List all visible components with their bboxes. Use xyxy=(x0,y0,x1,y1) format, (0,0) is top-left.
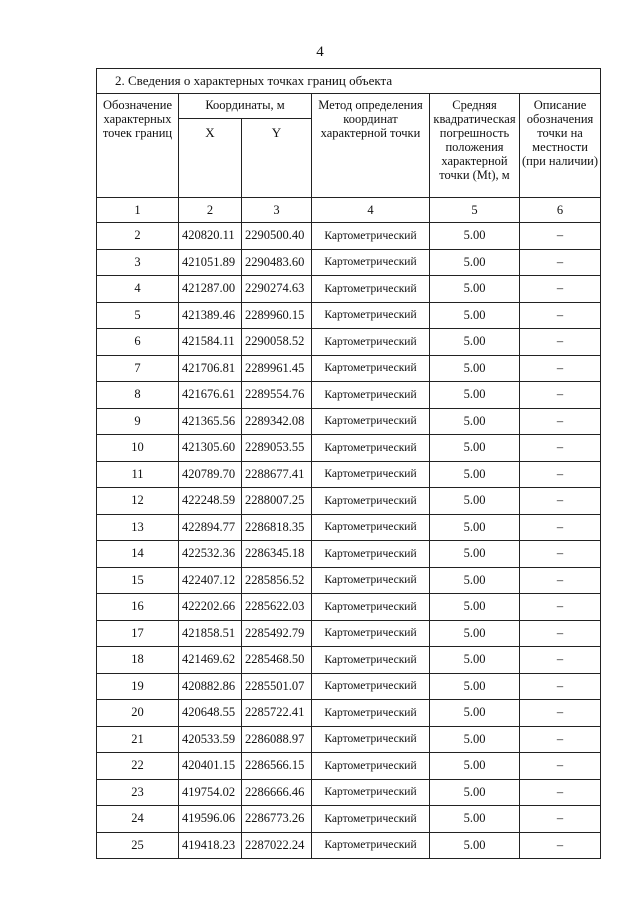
table-row xyxy=(97,408,601,435)
accuracy-cell: 5.00 xyxy=(430,488,520,515)
description-cell: – xyxy=(520,832,601,859)
description-cell: – xyxy=(520,408,601,435)
description-cell: – xyxy=(520,461,601,488)
point-cell: 8 xyxy=(97,382,179,409)
y-coordinate-cell: 2289961.45 xyxy=(242,355,312,382)
column-number: 3 xyxy=(242,198,312,223)
accuracy-cell: 5.00 xyxy=(430,620,520,647)
description-cell: – xyxy=(520,806,601,833)
y-coordinate-cell: 2286818.35 xyxy=(242,514,312,541)
accuracy-cell: 5.00 xyxy=(430,382,520,409)
accuracy-cell: 5.00 xyxy=(430,408,520,435)
description-cell: – xyxy=(520,673,601,700)
y-coordinate-cell: 2290058.52 xyxy=(242,329,312,356)
method-cell: Картометрический xyxy=(312,726,430,753)
x-coordinate-cell: 421706.81 xyxy=(179,355,242,382)
y-coordinate-cell: 2290500.40 xyxy=(242,223,312,250)
point-cell: 3 xyxy=(97,249,179,276)
accuracy-cell: 5.00 xyxy=(430,435,520,462)
x-coordinate-cell: 420882.86 xyxy=(179,673,242,700)
point-cell: 16 xyxy=(97,594,179,621)
x-coordinate-cell: 422248.59 xyxy=(179,488,242,515)
method-cell: Картометрический xyxy=(312,806,430,833)
point-cell: 13 xyxy=(97,514,179,541)
x-coordinate-cell: 421389.46 xyxy=(179,302,242,329)
point-cell: 12 xyxy=(97,488,179,515)
table-row xyxy=(97,832,601,859)
method-cell: Картометрический xyxy=(312,832,430,859)
column-number: 5 xyxy=(430,198,520,223)
method-cell: Картометрический xyxy=(312,276,430,303)
column-number-row xyxy=(97,198,601,223)
table-row xyxy=(97,647,601,674)
y-coordinate-cell: 2285722.41 xyxy=(242,700,312,727)
header-point: Обозначение характерных точек границ xyxy=(97,94,179,198)
method-cell: Картометрический xyxy=(312,753,430,780)
section-title: 2. Сведения о характерных точках границ объекта xyxy=(97,69,601,94)
x-coordinate-cell: 421305.60 xyxy=(179,435,242,462)
accuracy-cell: 5.00 xyxy=(430,753,520,780)
table-row xyxy=(97,779,601,806)
header-x: X xyxy=(179,119,242,198)
accuracy-cell: 5.00 xyxy=(430,223,520,250)
method-cell: Картометрический xyxy=(312,302,430,329)
y-coordinate-cell: 2286773.26 xyxy=(242,806,312,833)
table-row xyxy=(97,329,601,356)
method-cell: Картометрический xyxy=(312,329,430,356)
table-row xyxy=(97,806,601,833)
accuracy-cell: 5.00 xyxy=(430,779,520,806)
y-coordinate-cell: 2289342.08 xyxy=(242,408,312,435)
method-cell: Картометрический xyxy=(312,567,430,594)
y-coordinate-cell: 2288007.25 xyxy=(242,488,312,515)
table-row xyxy=(97,726,601,753)
accuracy-cell: 5.00 xyxy=(430,276,520,303)
description-cell: – xyxy=(520,302,601,329)
point-cell: 19 xyxy=(97,673,179,700)
description-cell: – xyxy=(520,779,601,806)
point-cell: 5 xyxy=(97,302,179,329)
column-number: 6 xyxy=(520,198,601,223)
table-row xyxy=(97,753,601,780)
table-body xyxy=(97,223,601,859)
description-cell: – xyxy=(520,514,601,541)
accuracy-cell: 5.00 xyxy=(430,302,520,329)
point-cell: 7 xyxy=(97,355,179,382)
method-cell: Картометрический xyxy=(312,382,430,409)
x-coordinate-cell: 421584.11 xyxy=(179,329,242,356)
table-row xyxy=(97,249,601,276)
y-coordinate-cell: 2290483.60 xyxy=(242,249,312,276)
point-cell: 10 xyxy=(97,435,179,462)
description-cell: – xyxy=(520,753,601,780)
accuracy-cell: 5.00 xyxy=(430,806,520,833)
x-coordinate-cell: 419596.06 xyxy=(179,806,242,833)
description-cell: – xyxy=(520,647,601,674)
table-row xyxy=(97,488,601,515)
accuracy-cell: 5.00 xyxy=(430,594,520,621)
table-row xyxy=(97,620,601,647)
header-coordinates: Координаты, м xyxy=(179,94,312,119)
accuracy-cell: 5.00 xyxy=(430,647,520,674)
column-number: 2 xyxy=(179,198,242,223)
x-coordinate-cell: 419754.02 xyxy=(179,779,242,806)
page-number: 4 xyxy=(316,44,324,60)
description-cell: – xyxy=(520,620,601,647)
point-cell: 9 xyxy=(97,408,179,435)
point-cell: 25 xyxy=(97,832,179,859)
x-coordinate-cell: 421051.89 xyxy=(179,249,242,276)
y-coordinate-cell: 2285622.03 xyxy=(242,594,312,621)
accuracy-cell: 5.00 xyxy=(430,329,520,356)
y-coordinate-cell: 2286566.15 xyxy=(242,753,312,780)
table-row xyxy=(97,382,601,409)
x-coordinate-cell: 421469.62 xyxy=(179,647,242,674)
table-row xyxy=(97,276,601,303)
method-cell: Картометрический xyxy=(312,408,430,435)
table-row xyxy=(97,223,601,250)
table-row xyxy=(97,541,601,568)
table-row xyxy=(97,435,601,462)
description-cell: – xyxy=(520,435,601,462)
method-cell: Картометрический xyxy=(312,779,430,806)
y-coordinate-cell: 2287022.24 xyxy=(242,832,312,859)
table-row xyxy=(97,355,601,382)
method-cell: Картометрический xyxy=(312,620,430,647)
description-cell: – xyxy=(520,594,601,621)
method-cell: Картометрический xyxy=(312,647,430,674)
description-cell: – xyxy=(520,223,601,250)
point-cell: 14 xyxy=(97,541,179,568)
accuracy-cell: 5.00 xyxy=(430,567,520,594)
column-number: 4 xyxy=(312,198,430,223)
y-coordinate-cell: 2290274.63 xyxy=(242,276,312,303)
y-coordinate-cell: 2286345.18 xyxy=(242,541,312,568)
x-coordinate-cell: 422202.66 xyxy=(179,594,242,621)
method-cell: Картометрический xyxy=(312,673,430,700)
accuracy-cell: 5.00 xyxy=(430,249,520,276)
y-coordinate-cell: 2285501.07 xyxy=(242,673,312,700)
point-cell: 20 xyxy=(97,700,179,727)
x-coordinate-cell: 420401.15 xyxy=(179,753,242,780)
description-cell: – xyxy=(520,726,601,753)
method-cell: Картометрический xyxy=(312,223,430,250)
accuracy-cell: 5.00 xyxy=(430,461,520,488)
table-row xyxy=(97,461,601,488)
method-cell: Картометрический xyxy=(312,514,430,541)
y-coordinate-cell: 2285492.79 xyxy=(242,620,312,647)
x-coordinate-cell: 420648.55 xyxy=(179,700,242,727)
x-coordinate-cell: 421858.51 xyxy=(179,620,242,647)
point-cell: 6 xyxy=(97,329,179,356)
description-cell: – xyxy=(520,488,601,515)
description-cell: – xyxy=(520,541,601,568)
y-coordinate-cell: 2289053.55 xyxy=(242,435,312,462)
x-coordinate-cell: 421287.00 xyxy=(179,276,242,303)
description-cell: – xyxy=(520,700,601,727)
point-cell: 23 xyxy=(97,779,179,806)
method-cell: Картометрический xyxy=(312,461,430,488)
header-accuracy: Средняя квадратическая погрешность положения характерной точки (Mt), м xyxy=(430,94,520,198)
y-coordinate-cell: 2286666.46 xyxy=(242,779,312,806)
method-cell: Картометрический xyxy=(312,700,430,727)
point-cell: 15 xyxy=(97,567,179,594)
accuracy-cell: 5.00 xyxy=(430,726,520,753)
point-cell: 18 xyxy=(97,647,179,674)
x-coordinate-cell: 420789.70 xyxy=(179,461,242,488)
y-coordinate-cell: 2288677.41 xyxy=(242,461,312,488)
x-coordinate-cell: 422407.12 xyxy=(179,567,242,594)
y-coordinate-cell: 2285856.52 xyxy=(242,567,312,594)
description-cell: – xyxy=(520,329,601,356)
x-coordinate-cell: 420820.11 xyxy=(179,223,242,250)
table-row xyxy=(97,673,601,700)
point-cell: 17 xyxy=(97,620,179,647)
accuracy-cell: 5.00 xyxy=(430,673,520,700)
method-cell: Картометрический xyxy=(312,249,430,276)
description-cell: – xyxy=(520,567,601,594)
y-coordinate-cell: 2289960.15 xyxy=(242,302,312,329)
description-cell: – xyxy=(520,249,601,276)
method-cell: Картометрический xyxy=(312,541,430,568)
header-description: Описание обозначения точки на местности (при наличии) xyxy=(520,94,601,198)
table-row xyxy=(97,302,601,329)
table-row xyxy=(97,514,601,541)
point-cell: 21 xyxy=(97,726,179,753)
accuracy-cell: 5.00 xyxy=(430,541,520,568)
table-row xyxy=(97,700,601,727)
description-cell: – xyxy=(520,276,601,303)
x-coordinate-cell: 421676.61 xyxy=(179,382,242,409)
accuracy-cell: 5.00 xyxy=(430,700,520,727)
accuracy-cell: 5.00 xyxy=(430,355,520,382)
point-cell: 11 xyxy=(97,461,179,488)
point-cell: 22 xyxy=(97,753,179,780)
y-coordinate-cell: 2286088.97 xyxy=(242,726,312,753)
header-y: Y xyxy=(242,119,312,198)
table-row xyxy=(97,594,601,621)
accuracy-cell: 5.00 xyxy=(430,514,520,541)
column-number: 1 xyxy=(97,198,179,223)
method-cell: Картометрический xyxy=(312,594,430,621)
header-method: Метод определения координат характерной точки xyxy=(312,94,430,198)
point-cell: 24 xyxy=(97,806,179,833)
x-coordinate-cell: 422532.36 xyxy=(179,541,242,568)
method-cell: Картометрический xyxy=(312,488,430,515)
x-coordinate-cell: 420533.59 xyxy=(179,726,242,753)
point-cell: 2 xyxy=(97,223,179,250)
y-coordinate-cell: 2285468.50 xyxy=(242,647,312,674)
accuracy-cell: 5.00 xyxy=(430,832,520,859)
method-cell: Картометрический xyxy=(312,355,430,382)
method-cell: Картометрический xyxy=(312,435,430,462)
description-cell: – xyxy=(520,382,601,409)
boundary-points-table xyxy=(96,68,601,859)
point-cell: 4 xyxy=(97,276,179,303)
x-coordinate-cell: 421365.56 xyxy=(179,408,242,435)
x-coordinate-cell: 419418.23 xyxy=(179,832,242,859)
y-coordinate-cell: 2289554.76 xyxy=(242,382,312,409)
description-cell: – xyxy=(520,355,601,382)
x-coordinate-cell: 422894.77 xyxy=(179,514,242,541)
table-row xyxy=(97,567,601,594)
